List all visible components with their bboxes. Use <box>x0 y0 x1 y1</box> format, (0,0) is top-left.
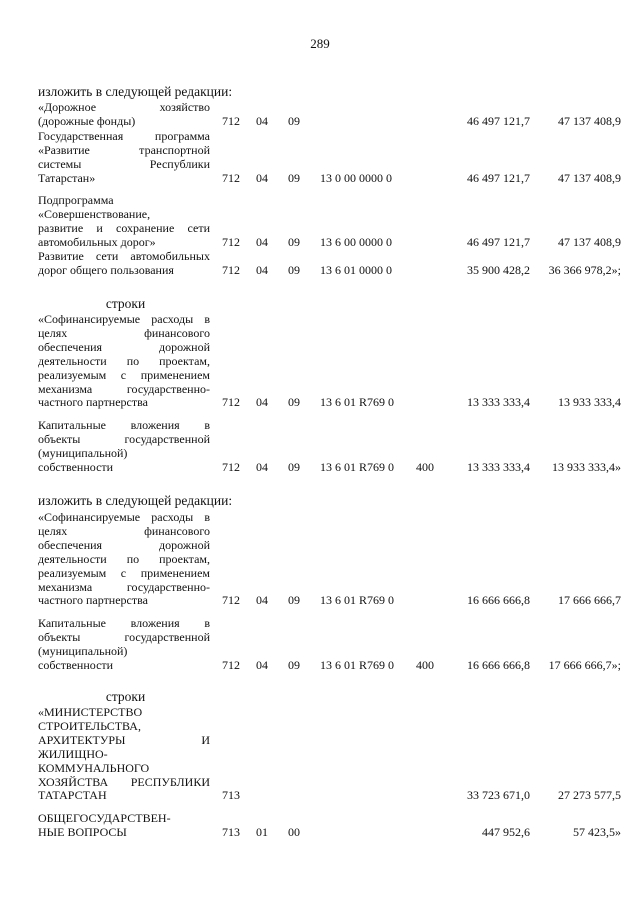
row-name-line: деятельности по проектам, <box>38 551 210 566</box>
target-article: 13 6 01 R769 0 <box>320 459 395 474</box>
row-name-line: НЫЕ ВОПРОСЫ <box>38 824 127 839</box>
subsection-code: 09 <box>288 395 300 410</box>
row-name-line: деятельности по проектам, <box>38 353 210 368</box>
expense-type: 400 <box>416 459 434 474</box>
target-article: 13 6 01 R769 0 <box>320 657 395 672</box>
table-row <box>0 194 640 250</box>
row-name <box>38 511 210 608</box>
amount-year-1: 33 723 671,0 <box>467 788 530 803</box>
row-name <box>38 313 210 410</box>
section-lead: строки <box>105 689 146 704</box>
subsection-code: 09 <box>288 459 300 474</box>
row-name-line: собственности <box>38 459 114 474</box>
row-name-line: СТРОИТЕЛЬСТВА, <box>38 718 141 733</box>
table-row <box>0 313 640 410</box>
row-name-line: объекты государственной <box>38 431 210 446</box>
table-row <box>0 101 640 129</box>
row-name-line: «Совершенствование, <box>38 206 151 221</box>
row-name-line: Татарстан» <box>38 170 96 185</box>
target-article: 13 0 00 0000 0 <box>320 170 392 185</box>
ministry-code: 712 <box>222 170 240 185</box>
amount-year-2: 57 423,5» <box>573 824 621 839</box>
amount-year-2: 36 366 978,2»; <box>548 262 621 277</box>
ministry-code: 713 <box>222 788 240 803</box>
row-name-line: (муниципальной) <box>38 445 128 460</box>
ministry-code: 712 <box>222 657 240 672</box>
subsection-code: 09 <box>288 234 300 249</box>
ministry-code: 712 <box>222 593 240 608</box>
amount-year-2: 47 137 408,9 <box>558 113 621 128</box>
section-lead: изложить в следующей редакции: <box>38 84 233 99</box>
section-code: 04 <box>256 459 268 474</box>
ministry-code: 712 <box>222 113 240 128</box>
row-name-line: собственности <box>38 657 114 672</box>
row-name-line: (дорожные фонды) <box>38 113 136 128</box>
section-code: 04 <box>256 395 268 410</box>
amount-year-1: 13 333 333,4 <box>467 459 530 474</box>
amount-year-1: 447 952,6 <box>482 824 530 839</box>
row-name <box>38 812 210 840</box>
row-name-line: дорог общего пользования <box>38 262 174 277</box>
table-row <box>0 130 640 186</box>
row-name-line: объекты государственной <box>38 629 210 644</box>
row-name-line: «Софинансируемые расходы в <box>38 312 210 326</box>
table-row <box>0 706 640 803</box>
row-name-line: частного партнерства <box>38 395 148 410</box>
row-name-line: (муниципальной) <box>38 643 128 658</box>
amount-year-2: 13 933 333,4» <box>552 459 621 474</box>
amount-year-1: 16 666 666,8 <box>467 593 530 608</box>
row-name-line: ХОЗЯЙСТВА РЕСПУБЛИКИ <box>38 774 210 789</box>
row-name-line: системы Республики <box>38 156 210 171</box>
subsection-code: 09 <box>288 657 300 672</box>
target-article: 13 6 00 0000 0 <box>320 234 392 249</box>
row-name <box>38 250 210 278</box>
amount-year-1: 46 497 121,7 <box>467 234 530 249</box>
amount-year-2: 27 273 577,5 <box>558 788 621 803</box>
row-name-line: Капитальные вложения в <box>38 418 210 432</box>
row-name <box>38 130 210 186</box>
row-name-line: автомобильных дорог» <box>38 234 156 249</box>
row-name <box>38 194 210 250</box>
page-number: 289 <box>310 36 330 51</box>
row-name-line: обеспечения дорожной <box>38 339 210 354</box>
section-code: 04 <box>256 262 268 277</box>
subsection-code: 09 <box>288 262 300 277</box>
section-code: 04 <box>256 657 268 672</box>
section-code: 04 <box>256 170 268 185</box>
table-row <box>0 250 640 278</box>
row-name-line: механизма государственно- <box>38 579 210 594</box>
row-name <box>38 419 210 475</box>
amount-year-1: 16 666 666,8 <box>467 657 530 672</box>
row-name-line: обеспечения дорожной <box>38 537 210 552</box>
table-row <box>0 617 640 673</box>
section-code: 04 <box>256 234 268 249</box>
subsection-code: 09 <box>288 170 300 185</box>
section-lead: строки <box>105 296 146 311</box>
section-code: 04 <box>256 113 268 128</box>
row-name-line: Государственная программа <box>38 129 210 143</box>
amount-year-1: 13 333 333,4 <box>467 395 530 410</box>
row-name-line: частного партнерства <box>38 593 148 608</box>
target-article: 13 6 01 R769 0 <box>320 593 395 608</box>
section-lead: изложить в следующей редакции: <box>38 493 233 508</box>
subsection-code: 09 <box>288 593 300 608</box>
row-name-line: ЖИЛИЩНО- <box>38 746 108 761</box>
row-name-line: «МИНИСТЕРСТВО <box>38 705 143 719</box>
target-article: 13 6 01 R769 0 <box>320 395 395 410</box>
row-name-line: ТАТАРСТАН <box>38 788 107 803</box>
subsection-code: 00 <box>288 824 300 839</box>
row-name-line: целях финансового <box>38 523 210 538</box>
row-name-line: реализуемым с применением <box>38 367 210 382</box>
row-name-line: целях финансового <box>38 325 210 340</box>
subsection-code: 09 <box>288 113 300 128</box>
row-name-line: Подпрограмма <box>38 193 114 207</box>
row-name-line: механизма государственно- <box>38 381 210 396</box>
target-article: 13 6 01 0000 0 <box>320 262 392 277</box>
amount-year-2: 13 933 333,4 <box>558 395 621 410</box>
section-code: 04 <box>256 593 268 608</box>
row-name <box>38 706 210 803</box>
ministry-code: 713 <box>222 824 240 839</box>
expense-type: 400 <box>416 657 434 672</box>
row-name-line: Развитие сети автомобильных <box>38 249 210 263</box>
row-name-line: «Развитие транспортной <box>38 142 210 157</box>
table-row <box>0 419 640 475</box>
row-name-line: реализуемым с применением <box>38 565 210 580</box>
amount-year-2: 47 137 408,9 <box>558 170 621 185</box>
row-name-line: КОММУНАЛЬНОГО <box>38 760 150 775</box>
amount-year-2: 47 137 408,9 <box>558 234 621 249</box>
ministry-code: 712 <box>222 262 240 277</box>
amount-year-1: 35 900 428,2 <box>467 262 530 277</box>
ministry-code: 712 <box>222 234 240 249</box>
ministry-code: 712 <box>222 395 240 410</box>
row-name-line: АРХИТЕКТУРЫ И <box>38 732 210 747</box>
row-name-line: Капитальные вложения в <box>38 616 210 630</box>
ministry-code: 712 <box>222 459 240 474</box>
section-code: 01 <box>256 824 268 839</box>
amount-year-1: 46 497 121,7 <box>467 113 530 128</box>
row-name <box>38 101 210 129</box>
table-row <box>0 511 640 608</box>
amount-year-1: 46 497 121,7 <box>467 170 530 185</box>
amount-year-2: 17 666 666,7»; <box>548 657 621 672</box>
row-name-line: развитие и сохранение сети <box>38 220 210 235</box>
row-name-line: «Дорожное хозяйство <box>38 100 210 114</box>
row-name <box>38 617 210 673</box>
amount-year-2: 17 666 666,7 <box>558 593 621 608</box>
row-name-line: ОБЩЕГОСУДАРСТВЕН- <box>38 811 171 825</box>
row-name-line: «Софинансируемые расходы в <box>38 510 210 524</box>
table-row <box>0 812 640 840</box>
